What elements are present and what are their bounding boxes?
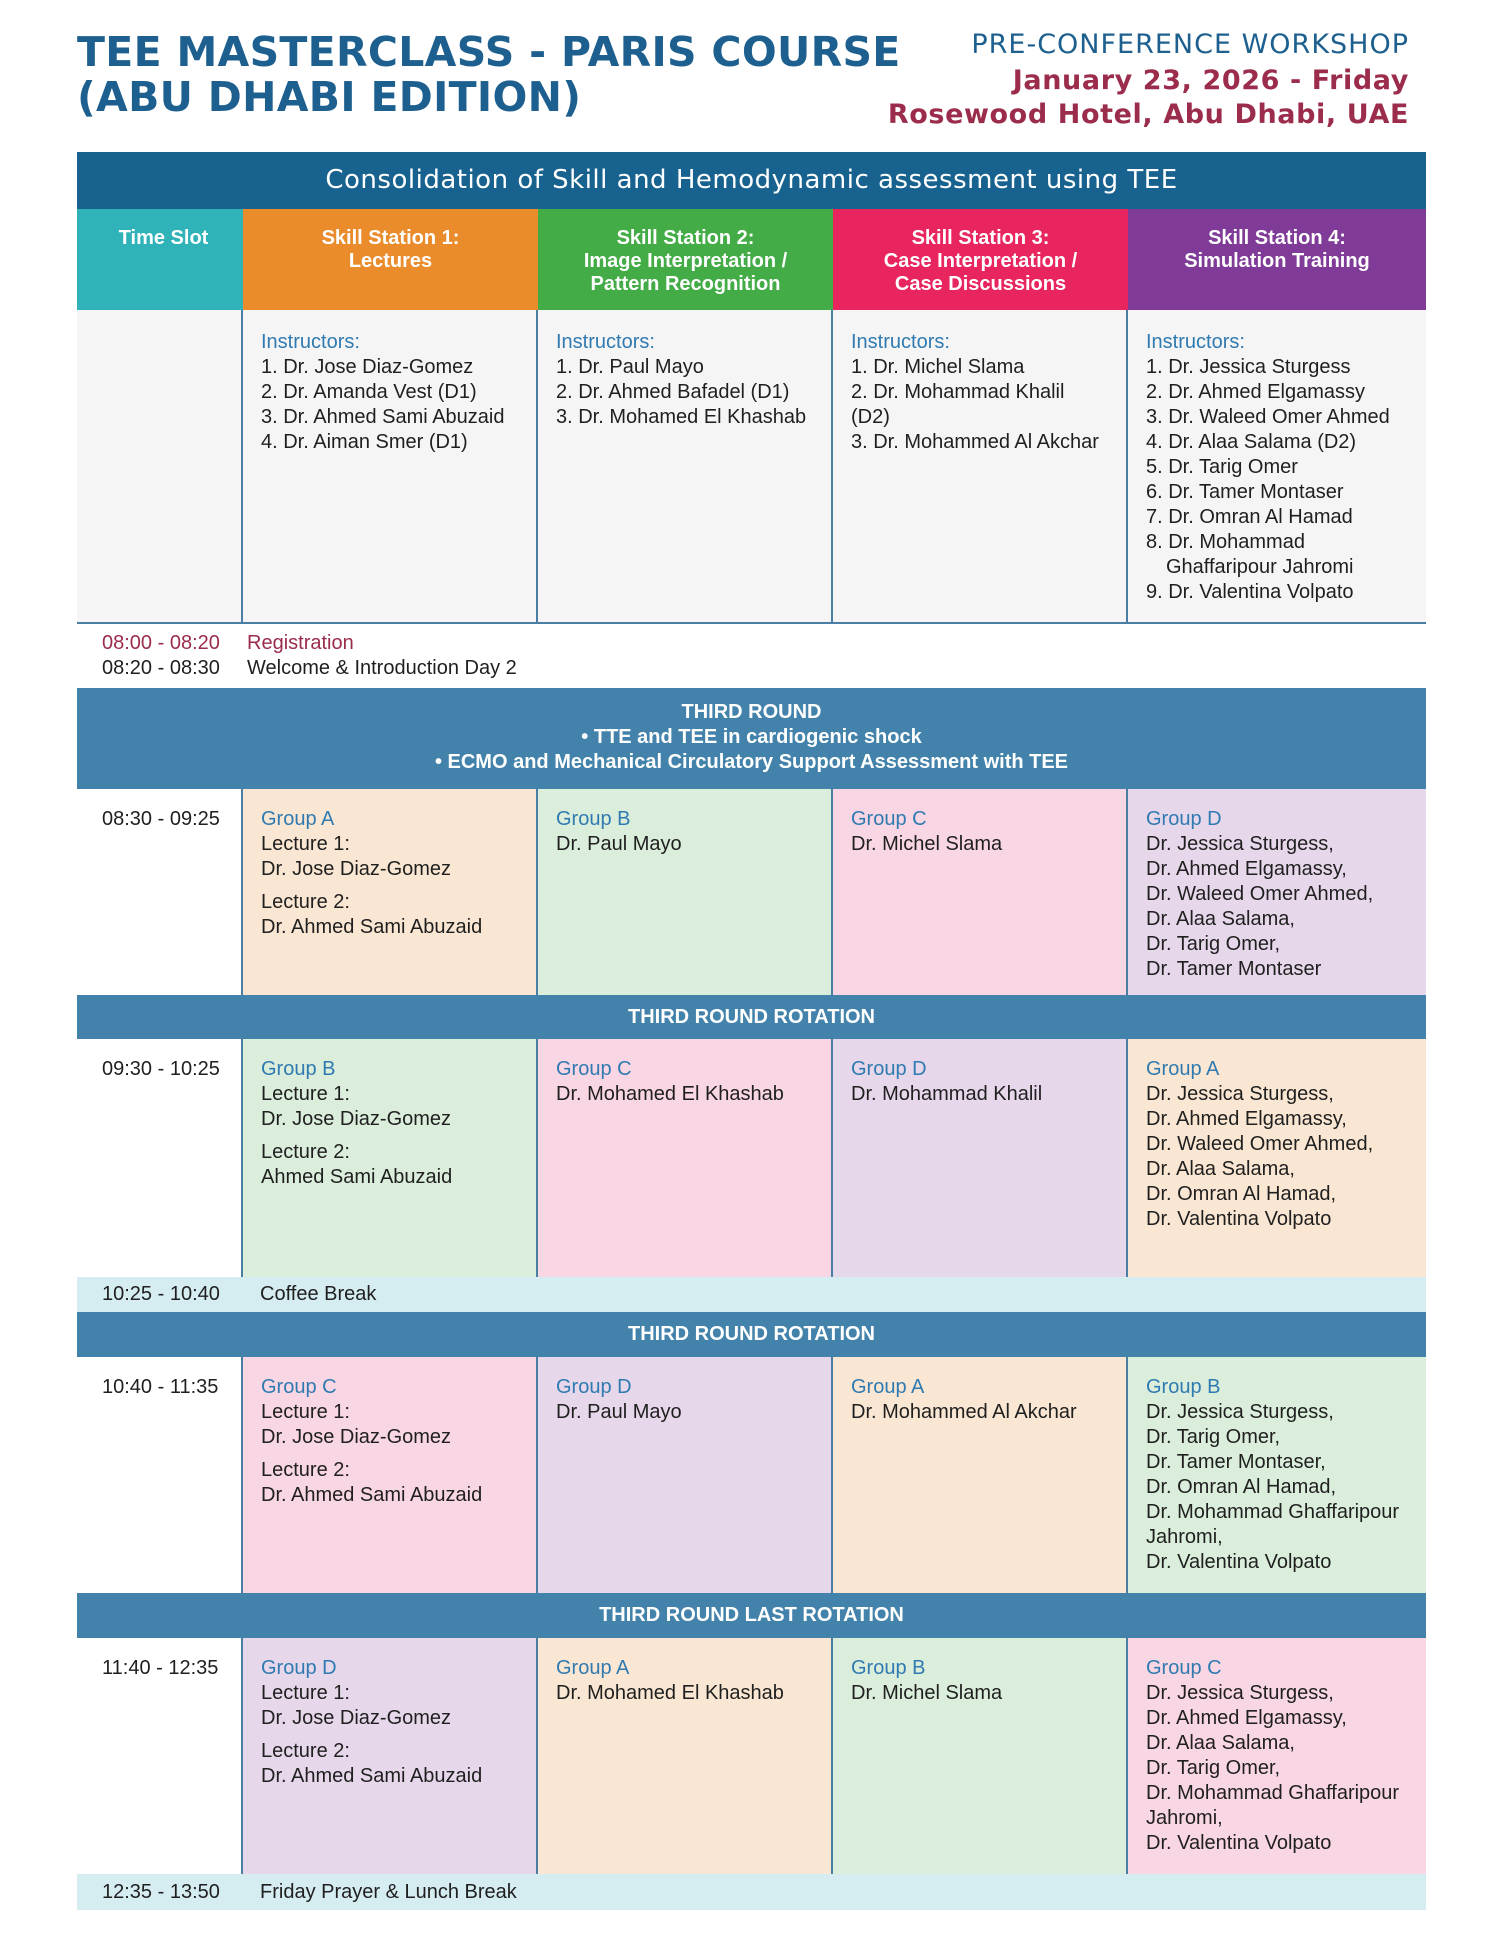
assignment-line: Dr. Jose Diaz-Gomez (261, 1707, 452, 1729)
group-label: Group C (1146, 1657, 1222, 1679)
station-3-cell (833, 1638, 1128, 1874)
third-round-banner (77, 688, 1426, 789)
instructor-name: 2. Dr. Ahmed Elgamassy (1146, 381, 1365, 403)
group-label: Group C (556, 1058, 632, 1080)
assignment-line: Dr. Tarig Omer, (1146, 933, 1281, 955)
assignment-line: Dr. Alaa Salama, (1146, 1158, 1295, 1180)
col-skill-station-2: Skill Station 2: Image Interpretation / Pattern Recognition (538, 209, 833, 310)
instructors-station-3: Instructors: 1. Dr. Michel Slama 2. Dr. Mohammad Khalil (D2) 3. Dr. Mohammed Al Akchar (833, 310, 1128, 622)
group-label: Group A (261, 808, 335, 830)
assignment-line: Dr. Waleed Omer Ahmed, (1146, 1133, 1374, 1155)
instructor-name: 7. Dr. Omran Al Hamad (1146, 506, 1353, 528)
assignment-line: Dr. Mohamed El Khashab (556, 1083, 784, 1105)
slot-time: 09:30 - 10:25 (77, 1039, 243, 1277)
station-2-cell (538, 1357, 833, 1593)
column-header-row (77, 209, 1426, 310)
slot-row-0930 (77, 1039, 1426, 1277)
assignment-line: Dr. Mohamed El Khashab (556, 1682, 784, 1704)
group-label: Group A (556, 1657, 630, 1679)
opening-items (77, 631, 1426, 681)
assignment-line: Dr. Alaa Salama, (1146, 908, 1295, 930)
col-skill-station-1: Skill Station 1: Lectures (243, 209, 538, 310)
instructors-station-4: Instructors: 1. Dr. Jessica Sturgess 2. Dr. Ahmed Elgamassy 3. Dr. Waleed Omer Ahmed 4. Dr. Alaa Salama (D2) 5. Dr. Tarig Omer 6. Dr. Tamer Montaser 7. Dr. Omran Al Hamad 8. Dr. Mohammad Ghaffaripour Jahromi 9. Dr. Valentina Volpato (1128, 310, 1426, 622)
group-label: Group A (851, 1376, 925, 1398)
assignment-line: Lecture 1: (261, 1682, 350, 1704)
instructors-station-2: Instructors: 1. Dr. Paul Mayo 2. Dr. Ahmed Bafadel (D1) 3. Dr. Mohamed El Khashab (538, 310, 833, 622)
page-title (77, 30, 901, 120)
station-3-cell (833, 789, 1128, 995)
assignment-line: Lecture 1: (261, 1083, 350, 1105)
station-1-cell (243, 1039, 538, 1277)
station-4-cell (1128, 789, 1426, 995)
instructor-name: 2. Dr. Mohammad Khalil (D2) (851, 381, 1065, 428)
slot-time: 10:40 - 11:35 (77, 1357, 243, 1593)
assignment-line: Dr. Ahmed Sami Abuzaid (261, 1765, 483, 1787)
slot-time: 11:40 - 12:35 (77, 1638, 243, 1874)
event-info (888, 26, 1409, 132)
event-venue: Rosewood Hotel, Abu Dhabi, UAE (887, 99, 1409, 130)
slot-time: 08:30 - 09:25 (77, 789, 243, 995)
assignment-line: Dr. Jessica Sturgess, (1146, 1083, 1334, 1105)
group-label: Group D (1146, 808, 1222, 830)
assignment-line: Dr. Valentina Volpato (1146, 1551, 1332, 1573)
instructor-name: 1. Dr. Jessica Sturgess (1146, 356, 1351, 378)
assignment-line: Jahromi, (1146, 1807, 1223, 1829)
station-4-cell (1128, 1039, 1426, 1277)
instructor-name: Ghaffaripour Jahromi (1166, 556, 1354, 578)
rotation-bar-2: THIRD ROUND ROTATION (77, 1312, 1426, 1357)
instructors-time-empty (77, 310, 243, 622)
instructor-name: 3. Dr. Mohammed Al Akchar (851, 431, 1099, 453)
rotation-bar-1: THIRD ROUND ROTATION (77, 995, 1426, 1039)
schedule-banner: Consolidation of Skill and Hemodynamic assessment using TEE (77, 152, 1426, 209)
assignment-line: Dr. Jose Diaz-Gomez (261, 1426, 452, 1448)
instructor-name: 3. Dr. Ahmed Sami Abuzaid (261, 406, 505, 428)
station-1-cell (243, 1638, 538, 1874)
assignment-line: Lecture 2: (261, 1740, 350, 1762)
group-label: Group B (851, 1657, 926, 1679)
assignment-line: Jahromi, (1146, 1526, 1223, 1548)
assignment-line: Lecture 2: (261, 1459, 350, 1481)
slot-row-1040 (77, 1357, 1426, 1593)
assignment-line: Dr. Tarig Omer, (1146, 1426, 1281, 1448)
assignment-line: Dr. Jessica Sturgess, (1146, 1682, 1334, 1704)
assignment-line: Dr. Jose Diaz-Gomez (261, 1108, 452, 1130)
assignment-line: Dr. Tamer Montaser, (1146, 1451, 1326, 1473)
instructor-name: 1. Dr. Paul Mayo (556, 356, 704, 378)
instructor-name: 4. Dr. Alaa Salama (D2) (1146, 431, 1357, 453)
assignment-line: Dr. Mohammad Khalil (851, 1083, 1043, 1105)
assignment-line: Dr. Ahmed Elgamassy, (1146, 1108, 1347, 1130)
lunch-break-row: 12:35 - 13:50 Friday Prayer & Lunch Break (77, 1874, 1426, 1910)
third-round-topic-2: • ECMO and Mechanical Circulatory Support Assessment with TEE (434, 751, 1069, 773)
assignment-line: Dr. Michel Slama (851, 833, 1003, 855)
coffee-break-row: 10:25 - 10:40 Coffee Break (77, 1277, 1426, 1312)
group-label: Group B (556, 808, 631, 830)
group-label: Group C (261, 1376, 337, 1398)
instructor-name: 6. Dr. Tamer Montaser (1146, 481, 1344, 503)
welcome-row: 08:20 - 08:30 Welcome & Introduction Day 2 (102, 657, 517, 679)
station-4-cell (1128, 1638, 1426, 1874)
slot-row-1140 (77, 1638, 1426, 1874)
assignment-line: Dr. Ahmed Elgamassy, (1146, 858, 1347, 880)
instructors-station-1: Instructors: 1. Dr. Jose Diaz-Gomez 2. Dr. Amanda Vest (D1) 3. Dr. Ahmed Sami Abuzaid 4. Dr. Aiman Smer (D1) (243, 310, 538, 622)
assignment-line: Dr. Jessica Sturgess, (1146, 1401, 1334, 1423)
group-label: Group A (1146, 1058, 1220, 1080)
assignment-line: Dr. Tarig Omer, (1146, 1757, 1281, 1779)
instructor-name: 2. Dr. Amanda Vest (D1) (261, 381, 477, 403)
assignment-line: Dr. Ahmed Sami Abuzaid (261, 916, 483, 938)
station-2-cell (538, 1638, 833, 1874)
assignment-line: Lecture 2: (261, 891, 350, 913)
assignment-line: Lecture 1: (261, 1401, 350, 1423)
divider (77, 622, 1426, 624)
station-3-cell (833, 1357, 1128, 1593)
third-round-topic-1: • TTE and TEE in cardiogenic shock (581, 726, 922, 748)
assignment-line: Dr. Michel Slama (851, 1682, 1003, 1704)
assignment-line: Dr. Jessica Sturgess, (1146, 833, 1334, 855)
instructor-name: 5. Dr. Tarig Omer (1146, 456, 1298, 478)
assignment-line: Dr. Omran Al Hamad, (1146, 1476, 1337, 1498)
instructor-name: 2. Dr. Ahmed Bafadel (D1) (556, 381, 790, 403)
assignment-line: Dr. Valentina Volpato (1146, 1832, 1332, 1854)
instructor-name: 3. Dr. Mohamed El Khashab (556, 406, 807, 428)
group-label: Group B (1146, 1376, 1221, 1398)
title-line-1: TEE MASTERCLASS - PARIS COURSE (77, 28, 901, 76)
assignment-line: Dr. Paul Mayo (556, 1401, 682, 1423)
instructor-name: 1. Dr. Michel Slama (851, 356, 1025, 378)
col-skill-station-4: Skill Station 4: Simulation Training (1128, 209, 1426, 310)
station-2-cell (538, 1039, 833, 1277)
assignment-line: Dr. Paul Mayo (556, 833, 682, 855)
group-label: Group D (556, 1376, 632, 1398)
instructor-name: 4. Dr. Aiman Smer (D1) (261, 431, 468, 453)
station-4-cell (1128, 1357, 1426, 1593)
group-label: Group D (851, 1058, 927, 1080)
assignment-line: Dr. Ahmed Sami Abuzaid (261, 1484, 483, 1506)
station-1-cell (243, 1357, 538, 1593)
col-time-slot: Time Slot (77, 209, 243, 310)
assignment-line: Lecture 1: (261, 833, 350, 855)
group-label: Group C (851, 808, 927, 830)
title-line-2: (ABU DHABI EDITION) (77, 73, 582, 121)
assignment-line: Dr. Ahmed Elgamassy, (1146, 1707, 1347, 1729)
registration-row: 08:00 - 08:20 Registration (102, 632, 354, 654)
assignment-line: Dr. Tamer Montaser (1146, 958, 1322, 980)
station-3-cell (833, 1039, 1128, 1277)
event-date: January 23, 2026 - Friday (1012, 65, 1409, 96)
col-skill-station-3: Skill Station 3: Case Interpretation / Case Discussions (833, 209, 1128, 310)
assignment-line: Dr. Alaa Salama, (1146, 1732, 1295, 1754)
third-round-title: THIRD ROUND (681, 701, 822, 723)
instructor-name: 8. Dr. Mohammad (1146, 531, 1305, 553)
assignment-line: Dr. Mohammad Ghaffaripour (1146, 1501, 1400, 1523)
assignment-line: Dr. Mohammad Ghaffaripour (1146, 1782, 1400, 1804)
assignment-line: Dr. Waleed Omer Ahmed, (1146, 883, 1374, 905)
instructor-name: 3. Dr. Waleed Omer Ahmed (1146, 406, 1390, 428)
assignment-line: Dr. Mohammed Al Akchar (851, 1401, 1077, 1423)
instructor-name: 9. Dr. Valentina Volpato (1146, 581, 1354, 603)
assignment-line: Dr. Valentina Volpato (1146, 1208, 1332, 1230)
assignment-line: Dr. Omran Al Hamad, (1146, 1183, 1337, 1205)
group-label: Group D (261, 1657, 337, 1679)
slot-row-0830 (77, 789, 1426, 995)
group-label: Group B (261, 1058, 336, 1080)
event-subtitle: PRE-CONFERENCE WORKSHOP (971, 29, 1409, 60)
station-1-cell (243, 789, 538, 995)
assignment-line: Ahmed Sami Abuzaid (261, 1166, 453, 1188)
instructor-name: 1. Dr. Jose Diaz-Gomez (261, 356, 474, 378)
rotation-bar-3: THIRD ROUND LAST ROTATION (77, 1593, 1426, 1638)
assignment-line: Dr. Jose Diaz-Gomez (261, 858, 452, 880)
station-2-cell (538, 789, 833, 995)
instructors-row (77, 310, 1426, 622)
assignment-line: Lecture 2: (261, 1141, 350, 1163)
